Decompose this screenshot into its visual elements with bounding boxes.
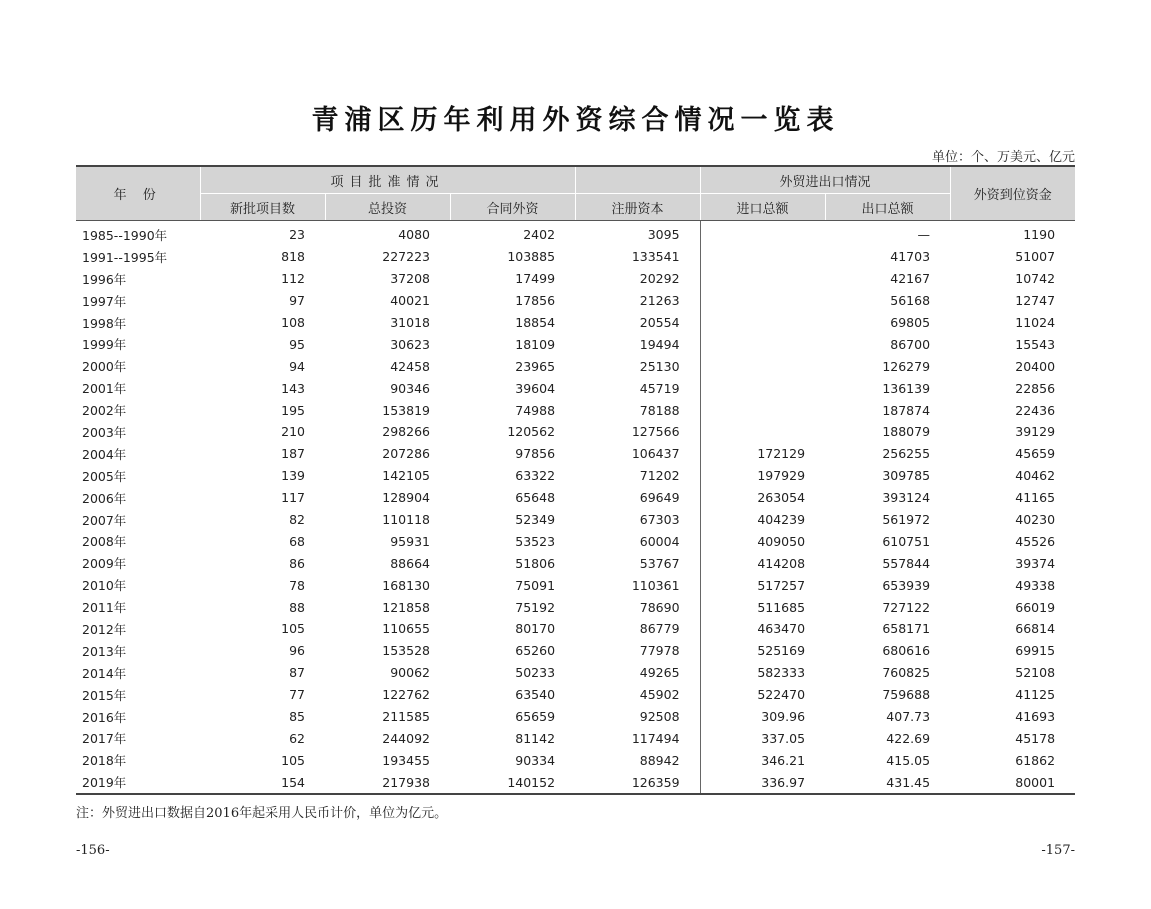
cell-total: 298266 (382, 424, 430, 440)
cell-import (700, 246, 825, 268)
cell-import (700, 221, 825, 246)
table-row (76, 268, 1075, 290)
cell-registered: 19494 (575, 333, 700, 355)
cell-import (700, 268, 825, 290)
header-export-total: 出口总额 (825, 194, 950, 221)
cell-import (700, 290, 825, 312)
cell-total: 110118 (382, 512, 430, 528)
header-group-approval: 项目批准情况 (200, 166, 575, 194)
cell-contract: 97856 (515, 446, 556, 462)
cell-registered: 78690 (575, 596, 700, 618)
cell-registered: 53767 (575, 552, 700, 574)
cell-new: 86 (289, 555, 305, 571)
cell-contract: 80170 (515, 621, 556, 637)
cell-export: 86700 (890, 336, 931, 352)
table-row (76, 706, 1075, 728)
cell-year: 2019年 (76, 771, 200, 794)
table-body (76, 221, 1075, 795)
cell-export: 680616 (882, 643, 931, 659)
cell-new: 88 (289, 599, 305, 615)
cell-import (700, 312, 825, 334)
cell-total: 227223 (382, 249, 430, 265)
cell-export: 56168 (890, 293, 931, 309)
table-row (76, 465, 1075, 487)
cell-import: 309.96 (761, 709, 806, 725)
cell-contract: 63322 (515, 468, 556, 484)
cell-total: 31018 (390, 315, 430, 330)
cell-new: 112 (281, 271, 305, 287)
cell-export: — (917, 227, 931, 243)
cell-year: 2017年 (82, 731, 127, 747)
cell-export: 422.69 (886, 730, 931, 746)
cell-total: 153528 (382, 643, 430, 659)
cell-export: 41703 (890, 249, 931, 265)
cell-arrival: 41125 (1015, 687, 1056, 703)
table-row (76, 377, 1075, 399)
cell-export: 658171 (882, 621, 931, 637)
cell-arrival: 15543 (1015, 336, 1056, 352)
cell-registered: 20292 (575, 268, 700, 290)
page-title: 青浦区历年利用外资综合情况一览表 (311, 105, 840, 136)
cell-contract: 81142 (515, 730, 556, 746)
table-row (76, 355, 1075, 377)
cell-arrival: 66019 (1015, 599, 1056, 615)
table-row (76, 749, 1075, 771)
cell-year: 2000年 (82, 359, 127, 375)
cell-registered: 78188 (575, 399, 700, 421)
cell-year: 1991--1995年 (82, 249, 168, 265)
cell-arrival: 1190 (1023, 227, 1056, 243)
cell-contract: 65648 (515, 490, 556, 506)
table-row (76, 552, 1075, 574)
cell-import: 336.97 (700, 771, 825, 794)
cell-contract: 74988 (515, 402, 556, 418)
cell-arrival: 66814 (1015, 621, 1056, 637)
header-total-investment: 总投资 (325, 194, 450, 221)
cell-export: 136139 (882, 380, 931, 396)
cell-arrival: 51007 (1015, 249, 1056, 265)
header-registered-capital: 注册资本 (575, 194, 700, 221)
cell-total: 4080 (398, 227, 430, 243)
footnote: 注：外贸进出口数据自2016年起采用人民币计价，单位为亿元。 (76, 806, 448, 821)
cell-total: 42458 (390, 358, 430, 374)
cell-year: 1998年 (82, 315, 127, 331)
cell-total: 110655 (382, 621, 430, 637)
cell-import: 517257 (757, 577, 806, 593)
cell-total: 40021 (390, 293, 430, 309)
cell-contract: 90334 (515, 752, 556, 768)
cell-new: 117 (281, 490, 305, 506)
cell-total: 153819 (382, 402, 430, 418)
cell-contract: 140152 (450, 771, 575, 794)
cell-new: 105 (281, 752, 305, 768)
table-row (76, 727, 1075, 749)
cell-total: 142105 (382, 468, 430, 484)
cell-arrival: 39374 (1015, 555, 1056, 571)
cell-new: 154 (200, 771, 325, 794)
cell-year: 2008年 (82, 534, 127, 550)
cell-registered: 69649 (575, 487, 700, 509)
cell-contract: 120562 (507, 424, 556, 440)
cell-arrival: 49338 (1015, 577, 1056, 593)
header-group-trade: 外贸进出口情况 (700, 166, 950, 194)
cell-registered: 25130 (575, 355, 700, 377)
table-row (76, 618, 1075, 640)
cell-arrival: 20400 (1015, 358, 1056, 374)
cell-registered: 20554 (575, 312, 700, 334)
cell-total: 128904 (382, 490, 430, 506)
table-row (76, 771, 1075, 794)
cell-export: 415.05 (886, 752, 931, 768)
cell-year: 2012年 (82, 621, 127, 637)
header-contract-foreign: 合同外资 (450, 194, 575, 221)
cell-year: 2005年 (82, 468, 127, 484)
cell-registered: 88942 (575, 749, 700, 771)
unit-label: 单位：个、万美元、亿元 (931, 150, 1075, 165)
cell-registered: 110361 (575, 574, 700, 596)
cell-import (700, 421, 825, 443)
header-new-projects: 新批项目数 (200, 194, 325, 221)
cell-year: 2009年 (82, 556, 127, 572)
cell-registered: 45719 (575, 377, 700, 399)
cell-new: 105 (281, 621, 305, 637)
cell-total: 90346 (390, 380, 430, 396)
table-row (76, 421, 1075, 443)
foreign-investment-table (76, 165, 1075, 795)
cell-arrival: 22436 (1015, 402, 1056, 418)
cell-new: 143 (281, 380, 305, 396)
cell-new: 78 (289, 577, 305, 593)
cell-arrival: 45526 (1015, 533, 1056, 549)
cell-import: 522470 (757, 687, 806, 703)
table-row (76, 443, 1075, 465)
cell-total: 88664 (390, 555, 430, 571)
cell-import: 414208 (757, 555, 806, 571)
page-number-right: -157- (1041, 843, 1075, 858)
cell-total: 122762 (382, 687, 430, 703)
cell-arrival: 52108 (1015, 665, 1056, 681)
cell-import: 337.05 (761, 730, 806, 746)
table-row (76, 530, 1075, 552)
cell-registered: 126359 (575, 771, 700, 794)
cell-year: 2004年 (82, 446, 127, 462)
cell-contract: 103885 (507, 249, 556, 265)
cell-total: 207286 (382, 446, 430, 462)
table-row (76, 487, 1075, 509)
cell-year: 2014年 (82, 665, 127, 681)
cell-total: 193455 (382, 752, 430, 768)
cell-year: 2011年 (82, 600, 127, 616)
cell-year: 2003年 (82, 424, 127, 440)
table-row (76, 662, 1075, 684)
cell-year: 1999年 (82, 337, 127, 353)
header-year: 年 份 (76, 166, 200, 221)
table-row (76, 312, 1075, 334)
cell-contract: 75192 (515, 599, 556, 615)
cell-new: 68 (289, 533, 305, 549)
cell-arrival: 40462 (1015, 468, 1056, 484)
cell-import: 511685 (757, 599, 806, 615)
cell-import (700, 355, 825, 377)
cell-import: 197929 (757, 468, 806, 484)
cell-export: 407.73 (886, 709, 931, 725)
cell-year: 2010年 (82, 578, 127, 594)
cell-arrival: 45659 (1015, 446, 1056, 462)
cell-total: 168130 (382, 577, 430, 593)
cell-export: 188079 (882, 424, 931, 440)
cell-export: 393124 (882, 490, 931, 506)
cell-new: 97 (289, 293, 305, 309)
cell-new: 187 (281, 446, 305, 462)
cell-new: 85 (289, 709, 305, 725)
cell-new: 62 (289, 730, 305, 746)
cell-import (700, 399, 825, 421)
cell-import: 463470 (757, 621, 806, 637)
cell-contract: 65659 (515, 709, 556, 725)
cell-contract: 2402 (523, 227, 556, 243)
cell-contract: 17856 (515, 293, 556, 309)
cell-arrival: 40230 (1015, 512, 1056, 528)
cell-registered: 117494 (575, 727, 700, 749)
table-row (76, 574, 1075, 596)
cell-total: 121858 (382, 599, 430, 615)
cell-year: 2002年 (82, 403, 127, 419)
table-row (76, 333, 1075, 355)
cell-import (700, 377, 825, 399)
cell-export: 309785 (882, 468, 931, 484)
cell-new: 95 (289, 336, 305, 352)
cell-new: 818 (281, 249, 305, 265)
cell-arrival: 61862 (1015, 752, 1056, 768)
cell-total: 244092 (382, 730, 430, 746)
cell-year: 2015年 (82, 687, 127, 703)
cell-registered: 106437 (575, 443, 700, 465)
cell-registered: 21263 (575, 290, 700, 312)
cell-export: 69805 (890, 315, 931, 330)
cell-import: 172129 (757, 446, 806, 462)
cell-registered: 86779 (575, 618, 700, 640)
cell-arrival: 45178 (1015, 730, 1056, 746)
cell-export: 653939 (882, 577, 931, 593)
cell-arrival: 80001 (950, 771, 1075, 794)
cell-arrival: 12747 (1015, 293, 1056, 309)
cell-import: 346.21 (761, 752, 806, 768)
cell-export: 727122 (882, 599, 931, 615)
cell-export: 759688 (882, 687, 931, 703)
cell-arrival: 11024 (1015, 315, 1056, 330)
cell-new: 77 (289, 687, 305, 703)
cell-import: 525169 (757, 643, 806, 659)
cell-import: 582333 (757, 665, 806, 681)
table-row (76, 399, 1075, 421)
cell-contract: 51806 (515, 555, 556, 571)
cell-registered: 67303 (575, 509, 700, 531)
cell-year: 2006年 (82, 490, 127, 506)
cell-export: 610751 (882, 533, 931, 549)
cell-registered: 71202 (575, 465, 700, 487)
cell-new: 94 (289, 358, 305, 374)
cell-export: 42167 (890, 271, 931, 287)
cell-new: 96 (289, 643, 305, 659)
cell-contract: 52349 (515, 512, 556, 528)
cell-total: 37208 (390, 271, 430, 287)
cell-new: 108 (281, 315, 305, 330)
table-row (76, 290, 1075, 312)
cell-export: 557844 (882, 555, 931, 571)
cell-total: 217938 (325, 771, 450, 794)
cell-registered: 60004 (575, 530, 700, 552)
cell-new: 23 (289, 227, 305, 243)
cell-arrival: 41165 (1015, 490, 1056, 506)
cell-total: 95931 (390, 533, 430, 549)
cell-export: 187874 (882, 402, 931, 418)
table-row (76, 246, 1075, 268)
cell-export: 431.45 (825, 771, 950, 794)
cell-contract: 65260 (515, 643, 556, 659)
cell-contract: 75091 (515, 577, 556, 593)
cell-year: 2016年 (82, 709, 127, 725)
cell-year: 2018年 (82, 753, 127, 769)
table-row (76, 221, 1075, 246)
table-row (76, 509, 1075, 531)
cell-total: 211585 (382, 709, 430, 725)
cell-import (700, 333, 825, 355)
cell-new: 139 (281, 468, 305, 484)
cell-arrival: 39129 (1015, 424, 1056, 440)
cell-registered: 3095 (575, 221, 700, 246)
cell-contract: 17499 (515, 271, 556, 287)
cell-export: 256255 (882, 446, 931, 462)
cell-contract: 18109 (515, 336, 556, 352)
cell-contract: 39604 (515, 380, 556, 396)
cell-import: 263054 (757, 490, 806, 506)
cell-new: 87 (289, 665, 305, 681)
cell-year: 2013年 (82, 643, 127, 659)
cell-arrival: 10742 (1015, 271, 1056, 287)
cell-contract: 53523 (515, 533, 556, 549)
cell-arrival: 41693 (1015, 709, 1056, 725)
page-number-left: -156- (76, 843, 110, 858)
cell-new: 195 (281, 402, 305, 418)
cell-year: 1997年 (82, 293, 127, 309)
cell-contract: 50233 (515, 665, 556, 681)
header-import-total: 进口总额 (700, 194, 825, 221)
cell-total: 90062 (390, 665, 430, 681)
header-foreign-arrival: 外资到位资金 (950, 166, 1075, 221)
cell-total: 30623 (390, 336, 430, 352)
table-row (76, 596, 1075, 618)
cell-export: 760825 (882, 665, 931, 681)
cell-year: 2001年 (82, 381, 127, 397)
cell-registered: 133541 (575, 246, 700, 268)
cell-registered: 127566 (575, 421, 700, 443)
cell-export: 126279 (882, 358, 931, 374)
cell-registered: 49265 (575, 662, 700, 684)
table-row (76, 640, 1075, 662)
cell-registered: 92508 (575, 706, 700, 728)
cell-arrival: 22856 (1015, 380, 1056, 396)
cell-contract: 23965 (515, 358, 556, 374)
cell-year: 2007年 (82, 512, 127, 528)
cell-arrival: 69915 (1015, 643, 1056, 659)
cell-year: 1985--1990年 (82, 227, 168, 243)
cell-import: 404239 (757, 512, 806, 528)
cell-contract: 18854 (515, 315, 556, 330)
cell-registered: 45902 (575, 684, 700, 706)
table-row (76, 684, 1075, 706)
cell-registered: 77978 (575, 640, 700, 662)
cell-export: 561972 (882, 512, 931, 528)
cell-import: 409050 (757, 533, 806, 549)
header-blank (575, 166, 700, 194)
cell-new: 210 (281, 424, 305, 440)
cell-year: 1996年 (82, 271, 127, 287)
cell-new: 82 (289, 512, 305, 528)
cell-contract: 63540 (515, 687, 556, 703)
